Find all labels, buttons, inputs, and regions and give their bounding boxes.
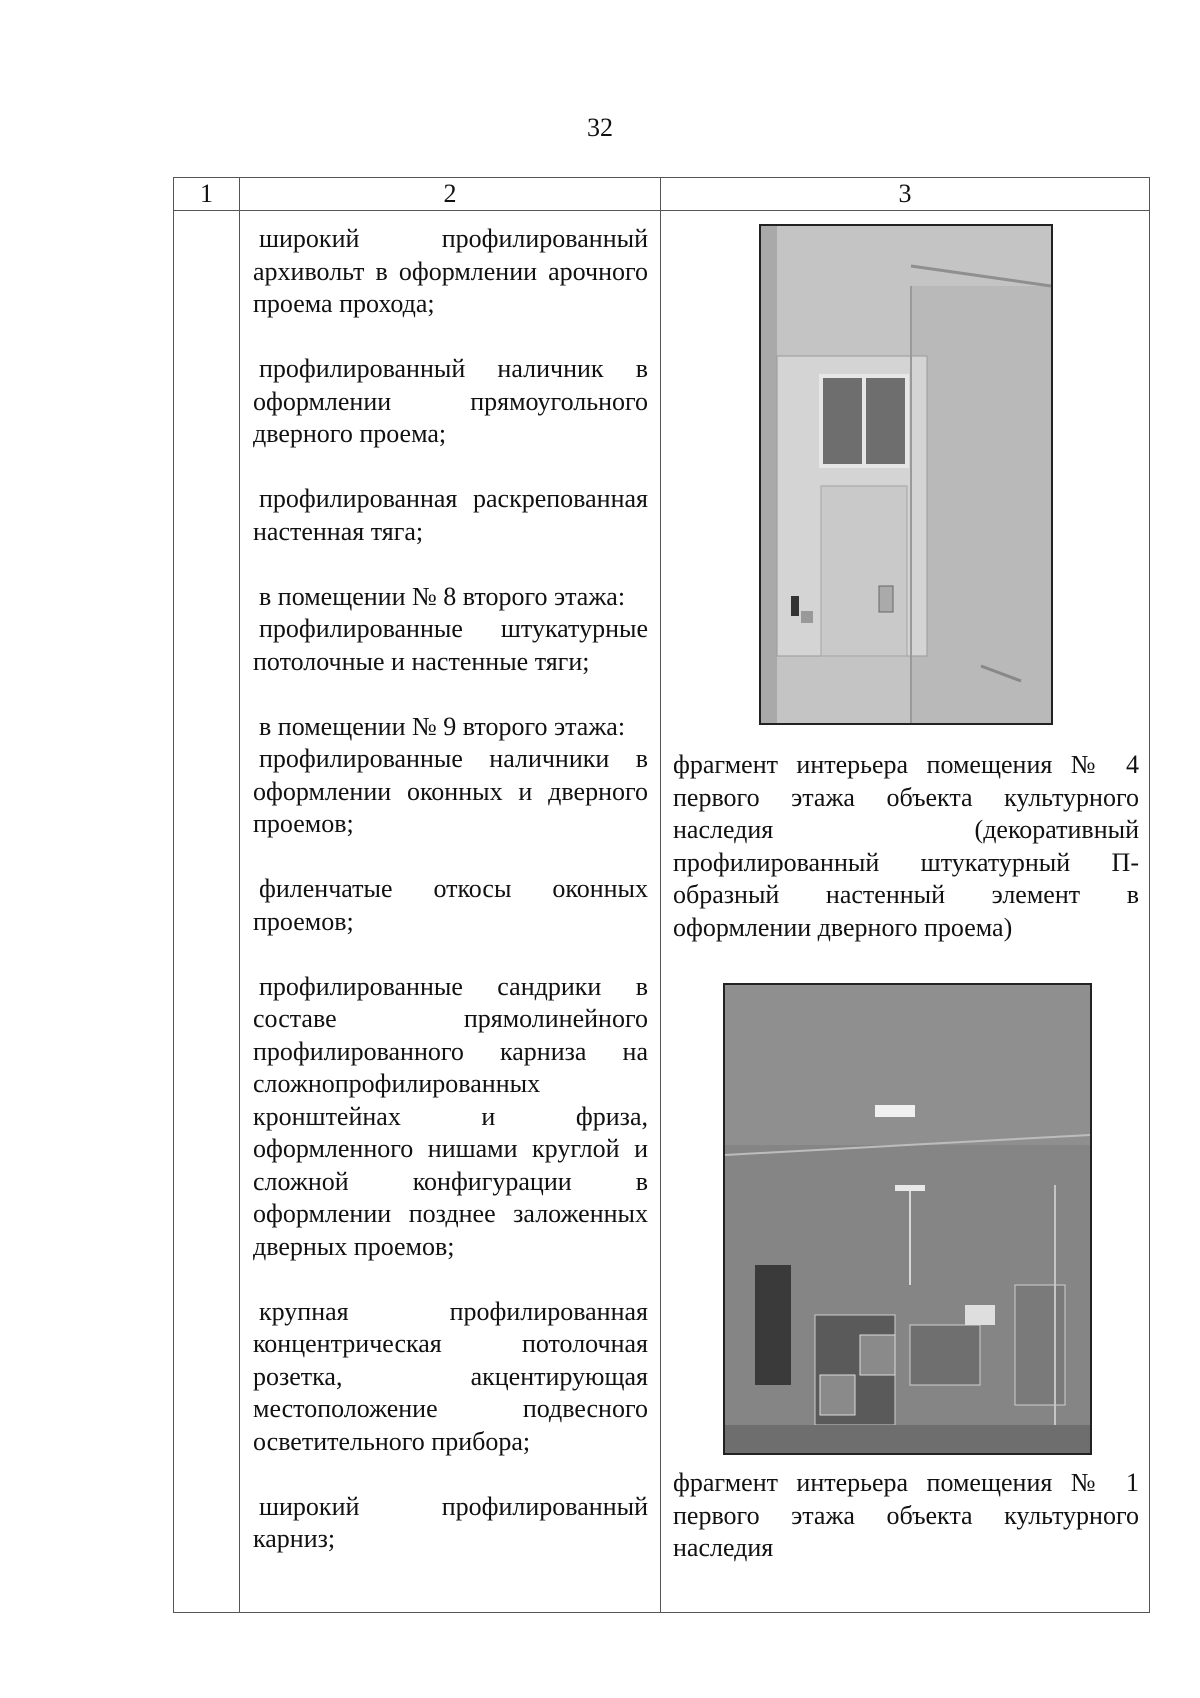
table-row (174, 211, 1150, 1613)
room-4-photo-caption: фрагмент интерьера помещения № 4 первого этажа объекта культурного наследия (декоративный профилированный штукатурный П-образный настенный элемент в оформлении дверного проема) (673, 750, 1139, 942)
page-number: 32 (587, 113, 613, 142)
header-col-1: 1 (174, 178, 240, 211)
header-col-3: 3 (661, 178, 1150, 211)
room-heading: в помещении № 9 второго этажа: (259, 711, 626, 741)
description-item: широкий профилированный карниз; (253, 1491, 648, 1553)
room-heading: в помещении № 8 второго этажа: (259, 581, 626, 611)
table-header-row (174, 178, 1150, 211)
description-item: профилированные сандрики в составе прямолинейного профилированного карниза на сложнопрофилированных кронштейнах и фриза, оформленного нишами круглой и сложной конфигурации в оформлении позднее заложенных дверных проемов; (253, 971, 648, 1261)
room-1-interior-photo (723, 983, 1092, 1455)
room-1-photo-caption: фрагмент интерьера помещения № 1 первого этажа объекта культурного наследия (673, 1468, 1139, 1562)
description-item: филенчатые откосы оконных проемов; (253, 874, 648, 936)
elements-description-cell (240, 211, 661, 1613)
description-item: широкий профилированный архивольт в оформлении арочного проема прохода; (253, 224, 648, 318)
description-item: профилированные наличники в оформлении оконных и дверного проемов; (253, 744, 648, 838)
room-4-interior-photo (759, 224, 1053, 725)
header-col-2: 2 (240, 178, 661, 211)
description-item: профилированная раскрепованная настенная тяга; (253, 484, 648, 546)
description-item: крупная профилированная концентрическая потолочная розетка, акцентирующая местоположение подвесного осветительного прибора; (253, 1296, 648, 1456)
description-item: профилированные штукатурные потолочные и настенные тяги; (253, 614, 648, 676)
photos-cell (661, 211, 1150, 1613)
description-item: профилированный наличник в оформлении прямоугольного дверного проема; (253, 354, 648, 448)
heritage-elements-table (173, 177, 1150, 1613)
row-number-cell (174, 211, 240, 1613)
